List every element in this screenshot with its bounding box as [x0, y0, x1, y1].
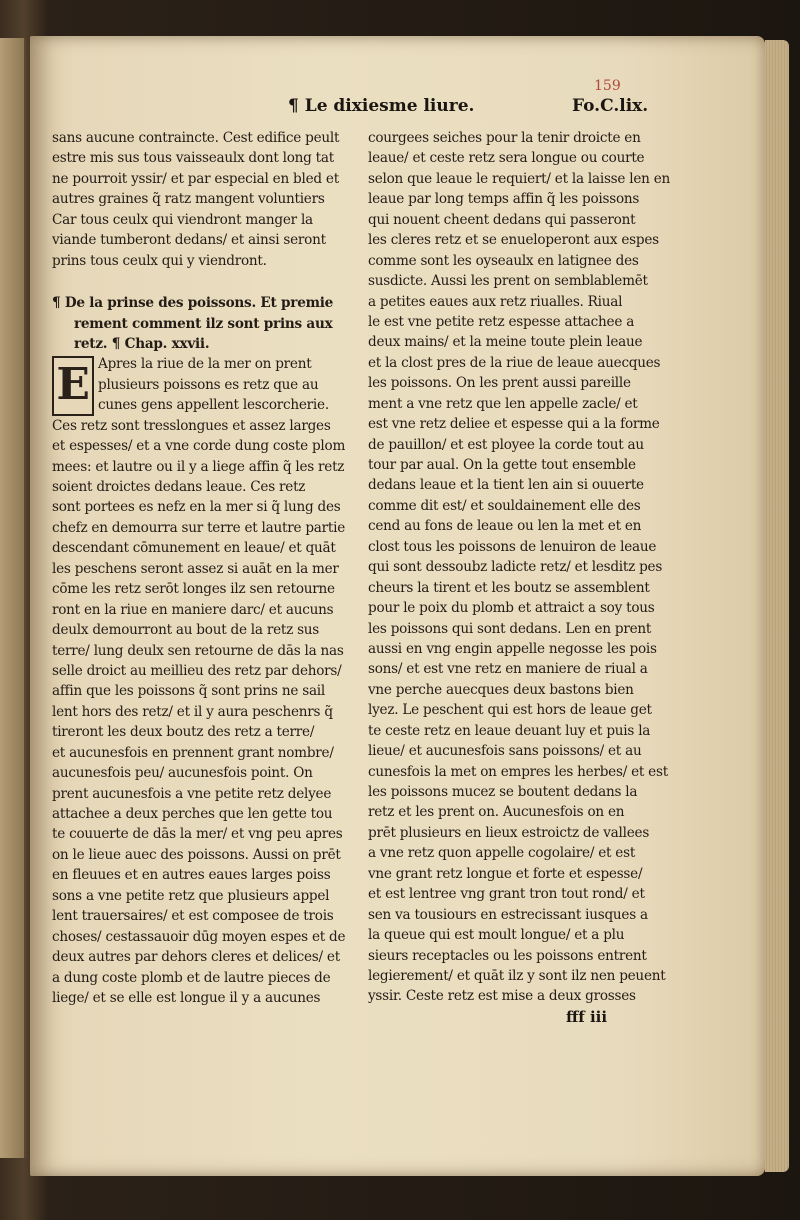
text-line: a dung coste plomb et de lautre pieces de — [52, 969, 331, 986]
text-line: attachee a deux perches que len gette tou — [52, 806, 333, 822]
text-line: legierement/ et quāt ilz y sont ilz nen peuent — [368, 967, 666, 984]
text-line: a petites eaues aux retz riualles. Riual — [368, 293, 623, 310]
text-line: lent hors des retz/ et il y aura peschenrs q̃ — [52, 703, 333, 720]
text-line: qui sont dessoubz ladicte retz/ et lesditz pes — [368, 559, 663, 576]
initial-lines — [52, 354, 362, 415]
text-line: sons/ et est vne retz en maniere de riual a — [368, 661, 648, 678]
text-line: comme dit est/ et souldainement elle des — [368, 497, 641, 514]
text-line: les cleres retz et se enueloperont aux espes — [368, 232, 659, 249]
text-line: affin que les poissons q̃ sont prins ne sail — [52, 683, 325, 700]
text-line: prēt plusieurs en lieux estroictz de vallees — [368, 824, 650, 841]
text-line: rement comment ilz sont prins aux — [74, 315, 333, 332]
chapter-heading — [52, 293, 362, 354]
text-line: cunes gens appellent lescorcherie. — [98, 397, 329, 414]
text-line: Ces retz sont tresslongues et assez larges — [52, 417, 331, 434]
text-line: le est vne petite retz espesse attachee a — [368, 313, 635, 330]
text-line: comme sont les oyseaulx en latignee des — [368, 252, 639, 269]
text-line: et aucunesfois en prennent grant nombre/ — [52, 744, 334, 761]
text-line: lieue/ et aucunesfois sans poissons/ et au — [368, 743, 642, 760]
text-line: mees: et lautre ou il y a liege affin q̃ les retz — [52, 458, 345, 475]
text-line: cōme les retz serōt longes ilz sen retourne — [52, 581, 335, 598]
facing-page-edge — [0, 38, 26, 1158]
text-line: Car tous ceulx qui viendront manger la — [52, 211, 313, 228]
text-line: deux autres par dehors cleres et delices/ et — [52, 949, 340, 966]
text-line: cunesfois la met on empres les herbes/ et est — [368, 763, 668, 780]
text-line: et la clost pres de la riue de leaue auecques — [368, 354, 661, 371]
text-line: vne perche auecques deux bastons bien — [368, 681, 634, 698]
left-column — [52, 128, 362, 1008]
text-line: selon que leaue le requiert/ et la laisse len en — [368, 170, 671, 187]
text-line: les poissons. On les prent aussi pareille — [368, 375, 631, 392]
text-line: aucunesfois peu/ aucunesfois point. On — [52, 765, 313, 782]
initial-block — [52, 354, 362, 415]
text-line: deulx demourront au bout de la retz sus — [52, 622, 320, 639]
text-line: terre/ lung deulx sen retourne de dās la nas — [52, 642, 344, 659]
text-line: cheurs la tirent et les boutz se assemblent — [368, 579, 650, 596]
text-line: prins tous ceulx qui y viendront. — [52, 252, 267, 269]
text-line: chefz en demourra sur terre et lautre partie — [52, 519, 345, 536]
text-line: descendant cōmunement en leaue/ et quāt — [52, 540, 336, 557]
text-line: plusieurs poissons es retz que au — [98, 376, 319, 393]
text-line: sans aucune contraincte. Cest edifice peult — [52, 130, 340, 146]
text-line: de pauillon/ et est ployee la corde tout au — [368, 436, 644, 453]
running-head-left: ¶ Le dixiesme liure. — [288, 96, 475, 116]
right-column — [368, 128, 678, 1007]
text-line: lent trauersaires/ et est composee de trois — [52, 908, 334, 925]
text-line: est vne retz deliee et espesse qui a la forme — [368, 416, 660, 433]
signature-mark: fff iii — [566, 1008, 608, 1026]
text-line: deux mains/ et la meine toute plein leaue — [368, 334, 643, 351]
text-line: sen va tousiours en estrecissant iusques a — [368, 906, 648, 923]
text-line: choses/ cestassauoir dūg moyen espes et de — [52, 928, 346, 945]
text-line: la queue qui est moult longue/ et a plu — [368, 927, 625, 944]
text-line: retz et les prent on. Aucunesfois on en — [368, 804, 625, 821]
text-line: te ceste retz en leaue deuant luy et puis la — [368, 722, 651, 739]
text-line: pour le poix du plomb et attraict a soy tous — [368, 600, 655, 617]
text-line: on le lieue auec des poissons. Aussi on prēt — [52, 846, 341, 863]
text-line: ront en la riue en maniere darc/ et aucuns — [52, 601, 334, 618]
folio-number: 159 — [594, 78, 621, 94]
text-line: selle droict au meillieu des retz par dehors/ — [52, 662, 342, 679]
text-line: courgees seiches pour la tenir droicte en — [368, 130, 641, 146]
text-line: a vne retz quon appelle cogolaire/ et est — [368, 845, 636, 862]
right-paragraph — [368, 128, 678, 1007]
text-line: estre mis sus tous vaisseaulx dont long tat — [52, 150, 334, 167]
text-line: leaue/ et ceste retz sera longue ou courte — [368, 150, 645, 167]
text-line: aussi en vng engin appelle negosse les pois — [368, 640, 657, 657]
text-line: en fleuues et en autres eaues larges poiss — [52, 867, 331, 884]
text-line: Apres la riue de la mer on prent — [98, 356, 312, 373]
text-line: ment a vne retz que len appelle zacle/ et — [368, 395, 638, 412]
text-line: sont portees es nefz en la mer si q̃ lung des — [52, 499, 341, 516]
text-line: cend au fons de leaue ou len la met et en — [368, 518, 642, 535]
text-line: sons a vne petite retz que plusieurs appel — [52, 887, 330, 904]
text-line: les poissons qui sont dedans. Len en prent — [368, 620, 652, 637]
left-paragraph-2 — [52, 416, 362, 1009]
text-line: soient droictes dedans leaue. Ces retz — [52, 479, 306, 495]
text-line: viande tumberont dedans/ et ainsi seront — [52, 232, 326, 249]
text-line: te couuerte de dās la mer/ et vng peu apres — [52, 826, 343, 843]
text-line: dedans leaue et la tient len ain si ouuerte — [368, 477, 644, 494]
text-line: susdicte. Aussi les prent on semblablemēt — [368, 273, 648, 290]
text-line: retz. ¶ Chap. xxvii. — [74, 335, 210, 352]
text-line: les poissons mucez se boutent dedans la — [368, 784, 638, 800]
text-line: tour par aual. On la gette tout ensemble — [368, 457, 636, 473]
decorated-initial: E — [52, 356, 94, 416]
text-line: et espesses/ et a vne corde dung coste plom — [52, 438, 346, 455]
text-line: les peschens seront assez si auāt en la mer — [52, 560, 339, 577]
text-line: ne pourroit yssir/ et par especial en bled et — [52, 170, 339, 187]
page-stack-edge — [765, 40, 789, 1172]
text-line: ¶ De la prinse des poissons. Et premie — [52, 295, 334, 312]
text-line: liege/ et se elle est longue il y a aucunes — [52, 989, 321, 1006]
text-line: yssir. Ceste retz est mise a deux grosses — [368, 988, 636, 1005]
text-line: prent aucunesfois a vne petite retz delyee — [52, 785, 332, 802]
text-line: clost tous les poissons de lenuiron de leaue — [368, 538, 657, 555]
left-paragraph-1 — [52, 128, 362, 271]
text-line: leaue par long temps affin q̃ les poissons — [368, 191, 640, 208]
text-line: lyez. Le peschent qui est hors de leaue get — [368, 702, 652, 719]
running-head-right: Fo.C.lix. — [572, 96, 649, 116]
text-line: autres graines q̃ ratz mangent voluntiers — [52, 191, 325, 208]
text-line: qui nouent cheent dedans qui passeront — [368, 211, 636, 228]
text-line: et est lentree vng grant tron tout rond/ et — [368, 886, 645, 903]
text-line: vne grant retz longue et forte et espesse/ — [368, 865, 643, 882]
text-line: sieurs receptacles ou les poissons entrent — [368, 947, 647, 964]
text-line: tireront les deux boutz des retz a terre/ — [52, 724, 315, 741]
